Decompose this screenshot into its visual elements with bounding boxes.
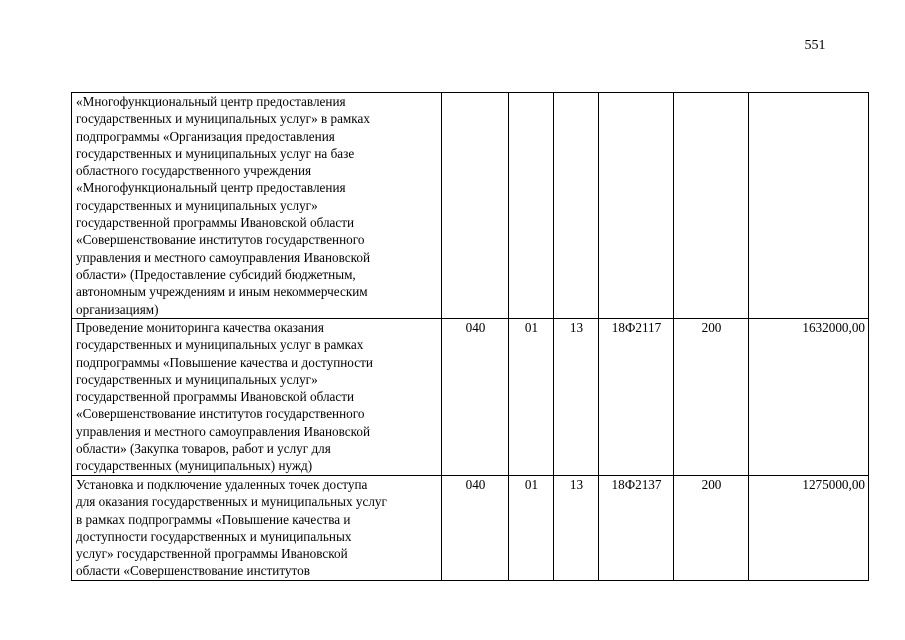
expense-name-cell: [72, 476, 442, 581]
expense-name-line: подпрограммы «Повышение качества и доступности: [76, 354, 373, 370]
admin-code-cell: [442, 93, 509, 319]
expense-name-line: в рамках подпрограммы «Повышение качества и: [76, 511, 351, 527]
target-article-cell: 18Ф2137: [599, 476, 674, 581]
expense-name-line: Установка и подключение удаленных точек доступа: [76, 477, 368, 492]
expense-name-cell: [72, 319, 442, 476]
subsection-code-cell: 13: [554, 476, 599, 581]
expense-name-line: услуг» государственной программы Ивановской: [76, 546, 348, 562]
subsection-code-cell: 13: [554, 319, 599, 476]
amount-cell: 1632000,00: [749, 319, 869, 476]
table-row: [72, 319, 869, 476]
amount-cell: [749, 93, 869, 319]
expense-name-line: управления и местного самоуправления Ивановской: [76, 423, 371, 439]
admin-code-cell: 040: [442, 476, 509, 581]
expense-name-line: государственных и муниципальных услуг»: [76, 371, 318, 387]
expense-name-line: организациям): [76, 301, 159, 317]
expense-name-line: государственных и муниципальных услуг» в рамках: [76, 111, 370, 127]
expense-type-cell: 200: [674, 319, 749, 476]
expense-name-cell: [72, 93, 442, 319]
expense-name-line: области» (Закупка товаров, работ и услуг для: [76, 441, 331, 457]
expense-name-line: доступности государственных и муниципальных: [76, 528, 352, 544]
page-number: 551: [804, 38, 826, 53]
expense-name-line: области «Совершенствование институтов: [76, 563, 310, 579]
expense-name-line: Проведение мониторинга качества оказания: [76, 320, 324, 335]
target-article-cell: [599, 93, 674, 319]
expense-name-line: государственных (муниципальных) нужд): [76, 458, 313, 474]
expense-name-line: государственных и муниципальных услуг»: [76, 197, 318, 213]
table-row: [72, 93, 869, 319]
section-code-cell: 01: [509, 476, 554, 581]
expense-name-line: подпрограммы «Организация предоставления: [76, 128, 335, 144]
expense-name-line: управления и местного самоуправления Ивановской: [76, 249, 371, 265]
expense-name-line: государственной программы Ивановской области: [76, 215, 355, 231]
expense-name-line: государственных и муниципальных услуг в рамках: [76, 337, 364, 353]
budget-table: [71, 92, 869, 581]
section-code-cell: 01: [509, 319, 554, 476]
expense-type-cell: [674, 93, 749, 319]
expense-name-line: для оказания государственных и муниципальных услуг: [76, 494, 387, 510]
expense-name-line: «Многофункциональный центр предоставления: [76, 94, 346, 109]
expense-name-line: государственных и муниципальных услуг на базе: [76, 145, 355, 161]
expense-name-line: области» (Предоставление субсидий бюджетным,: [76, 266, 356, 282]
expense-name-line: государственной программы Ивановской области: [76, 389, 355, 405]
expense-name-line: «Совершенствование институтов государственного: [76, 232, 365, 248]
expense-name-line: «Многофункциональный центр предоставления: [76, 180, 346, 196]
target-article-cell: 18Ф2117: [599, 319, 674, 476]
expense-name-line: автономным учреждениям и иным некоммерческим: [76, 284, 368, 300]
expense-name-line: «Совершенствование институтов государственного: [76, 406, 365, 422]
table-row: [72, 476, 869, 581]
amount-cell: 1275000,00: [749, 476, 869, 581]
section-code-cell: [509, 93, 554, 319]
admin-code-cell: 040: [442, 319, 509, 476]
subsection-code-cell: [554, 93, 599, 319]
expense-name-line: областного государственного учреждения: [76, 163, 312, 179]
expense-type-cell: 200: [674, 476, 749, 581]
